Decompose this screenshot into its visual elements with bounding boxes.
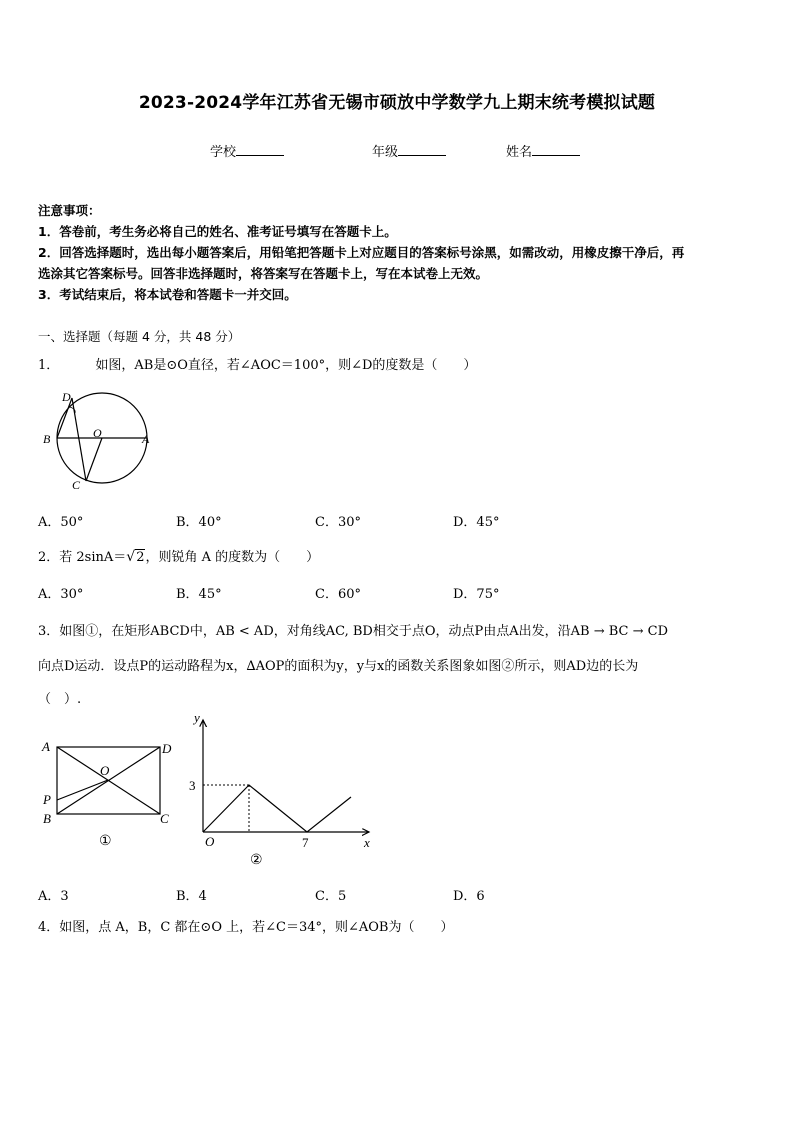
label-b: B [43, 811, 51, 826]
q2-option-c[interactable]: C．60° [315, 587, 361, 602]
notice-item: 3．考试结束后，将本试卷和答题卡一并交回。 [38, 287, 297, 302]
q2-option-a[interactable]: A．30° [38, 587, 84, 602]
question-4 [38, 916, 454, 935]
question-number: 3． [38, 624, 60, 639]
school-blank [236, 143, 284, 156]
label-d: D [62, 390, 71, 404]
label-y: y [194, 710, 200, 725]
chord-bd [57, 398, 72, 438]
school-field [210, 141, 284, 160]
sqrt-radicand: 2 [136, 550, 145, 565]
q3-option-c[interactable]: C．5 [315, 889, 347, 904]
question-3 [38, 620, 668, 639]
tick-3: 3 [189, 778, 196, 793]
grade-label: 年级 [372, 145, 399, 160]
q3-rectangle-figure [36, 735, 186, 855]
question-stem: 如图，AB是⊙O直径，若∠AOC＝100°，则∠D的度数是（ ） [95, 358, 477, 373]
grade-field [372, 141, 446, 160]
label-x: x [364, 835, 370, 850]
q1-circle-figure [34, 385, 164, 495]
q1-option-a[interactable]: A．50° [38, 515, 84, 530]
label-p: P [43, 792, 51, 807]
label-origin: O [205, 834, 215, 849]
notice-item: 选涂其它答案标号。回答非选择题时，将答案写在答题卡上，写在本试卷上无效。 [38, 266, 489, 281]
q1-option-d[interactable]: D．45° [453, 515, 500, 530]
question-number: 4． [38, 920, 60, 935]
q3-function-graph [186, 710, 376, 870]
label-b: B [43, 432, 51, 446]
sqrt-symbol: √ [126, 549, 136, 565]
label-o: O [100, 763, 110, 778]
question-1 [38, 354, 476, 373]
question-stem-line: 如图①，在矩形ABCD中，AB < AD，对角线AC, BD相交于点O，动点P由点A出发，沿AB → BC → CD [59, 624, 669, 639]
question-3-line-2: 向点D运动．设点P的运动路程为x，∆AOP的面积为y，y与x的函数关系图象如图②所示，则AD边的长为 [38, 659, 639, 674]
name-blank [532, 143, 580, 156]
name-field [506, 141, 580, 160]
notice-item: 1．答卷前，考生务必将自己的姓名、准考证号填写在答题卡上。 [38, 224, 397, 239]
question-3-line-3: （ ）. [38, 692, 82, 707]
function-line [203, 785, 351, 832]
label-c: C [160, 811, 169, 826]
radius-oc [86, 438, 102, 481]
q3-option-a[interactable]: A．3 [38, 889, 69, 904]
label-a: A [42, 739, 50, 754]
notice-heading: 注意事项： [38, 203, 101, 218]
notice-block [38, 200, 763, 305]
exam-title: 2023-2024学年江苏省无锡市硕放中学数学九上期末统考模拟试题 [138, 93, 656, 113]
question-stem-part: 若 2sinA＝ [59, 550, 127, 565]
chord-dc [72, 398, 86, 481]
label-o: O [93, 426, 102, 440]
school-label: 学校 [210, 145, 237, 160]
tick-7: 7 [302, 835, 309, 850]
question-number: 1． [38, 358, 60, 373]
question-stem: 如图，点 A，B，C 都在⊙O 上，若∠C＝34°，则∠AOB为（ ） [59, 920, 454, 935]
question-2 [38, 546, 319, 565]
q1-option-c[interactable]: C．30° [315, 515, 361, 530]
figure-number: ② [250, 853, 263, 868]
label-a: A [142, 432, 150, 446]
q3-option-d[interactable]: D．6 [453, 889, 485, 904]
q2-option-b[interactable]: B．45° [176, 587, 222, 602]
name-label: 姓名 [506, 145, 533, 160]
question-number: 2． [38, 550, 60, 565]
q3-option-b[interactable]: B．4 [176, 889, 207, 904]
q1-option-b[interactable]: B．40° [176, 515, 222, 530]
section-heading: 一、选择题（每题 4 分，共 48 分） [38, 329, 241, 344]
label-c: C [72, 478, 81, 492]
notice-item: 2．回答选择题时，选出每小题答案后，用铅笔把答题卡上对应题目的答案标号涂黑，如需改动，用橡皮擦干净后，再 [38, 245, 685, 260]
q2-option-d[interactable]: D．75° [453, 587, 500, 602]
figure-number: ① [99, 834, 112, 849]
grade-blank [398, 143, 446, 156]
question-stem-part: ，则锐角 A 的度数为（ ） [145, 550, 320, 565]
label-d: D [162, 741, 172, 756]
